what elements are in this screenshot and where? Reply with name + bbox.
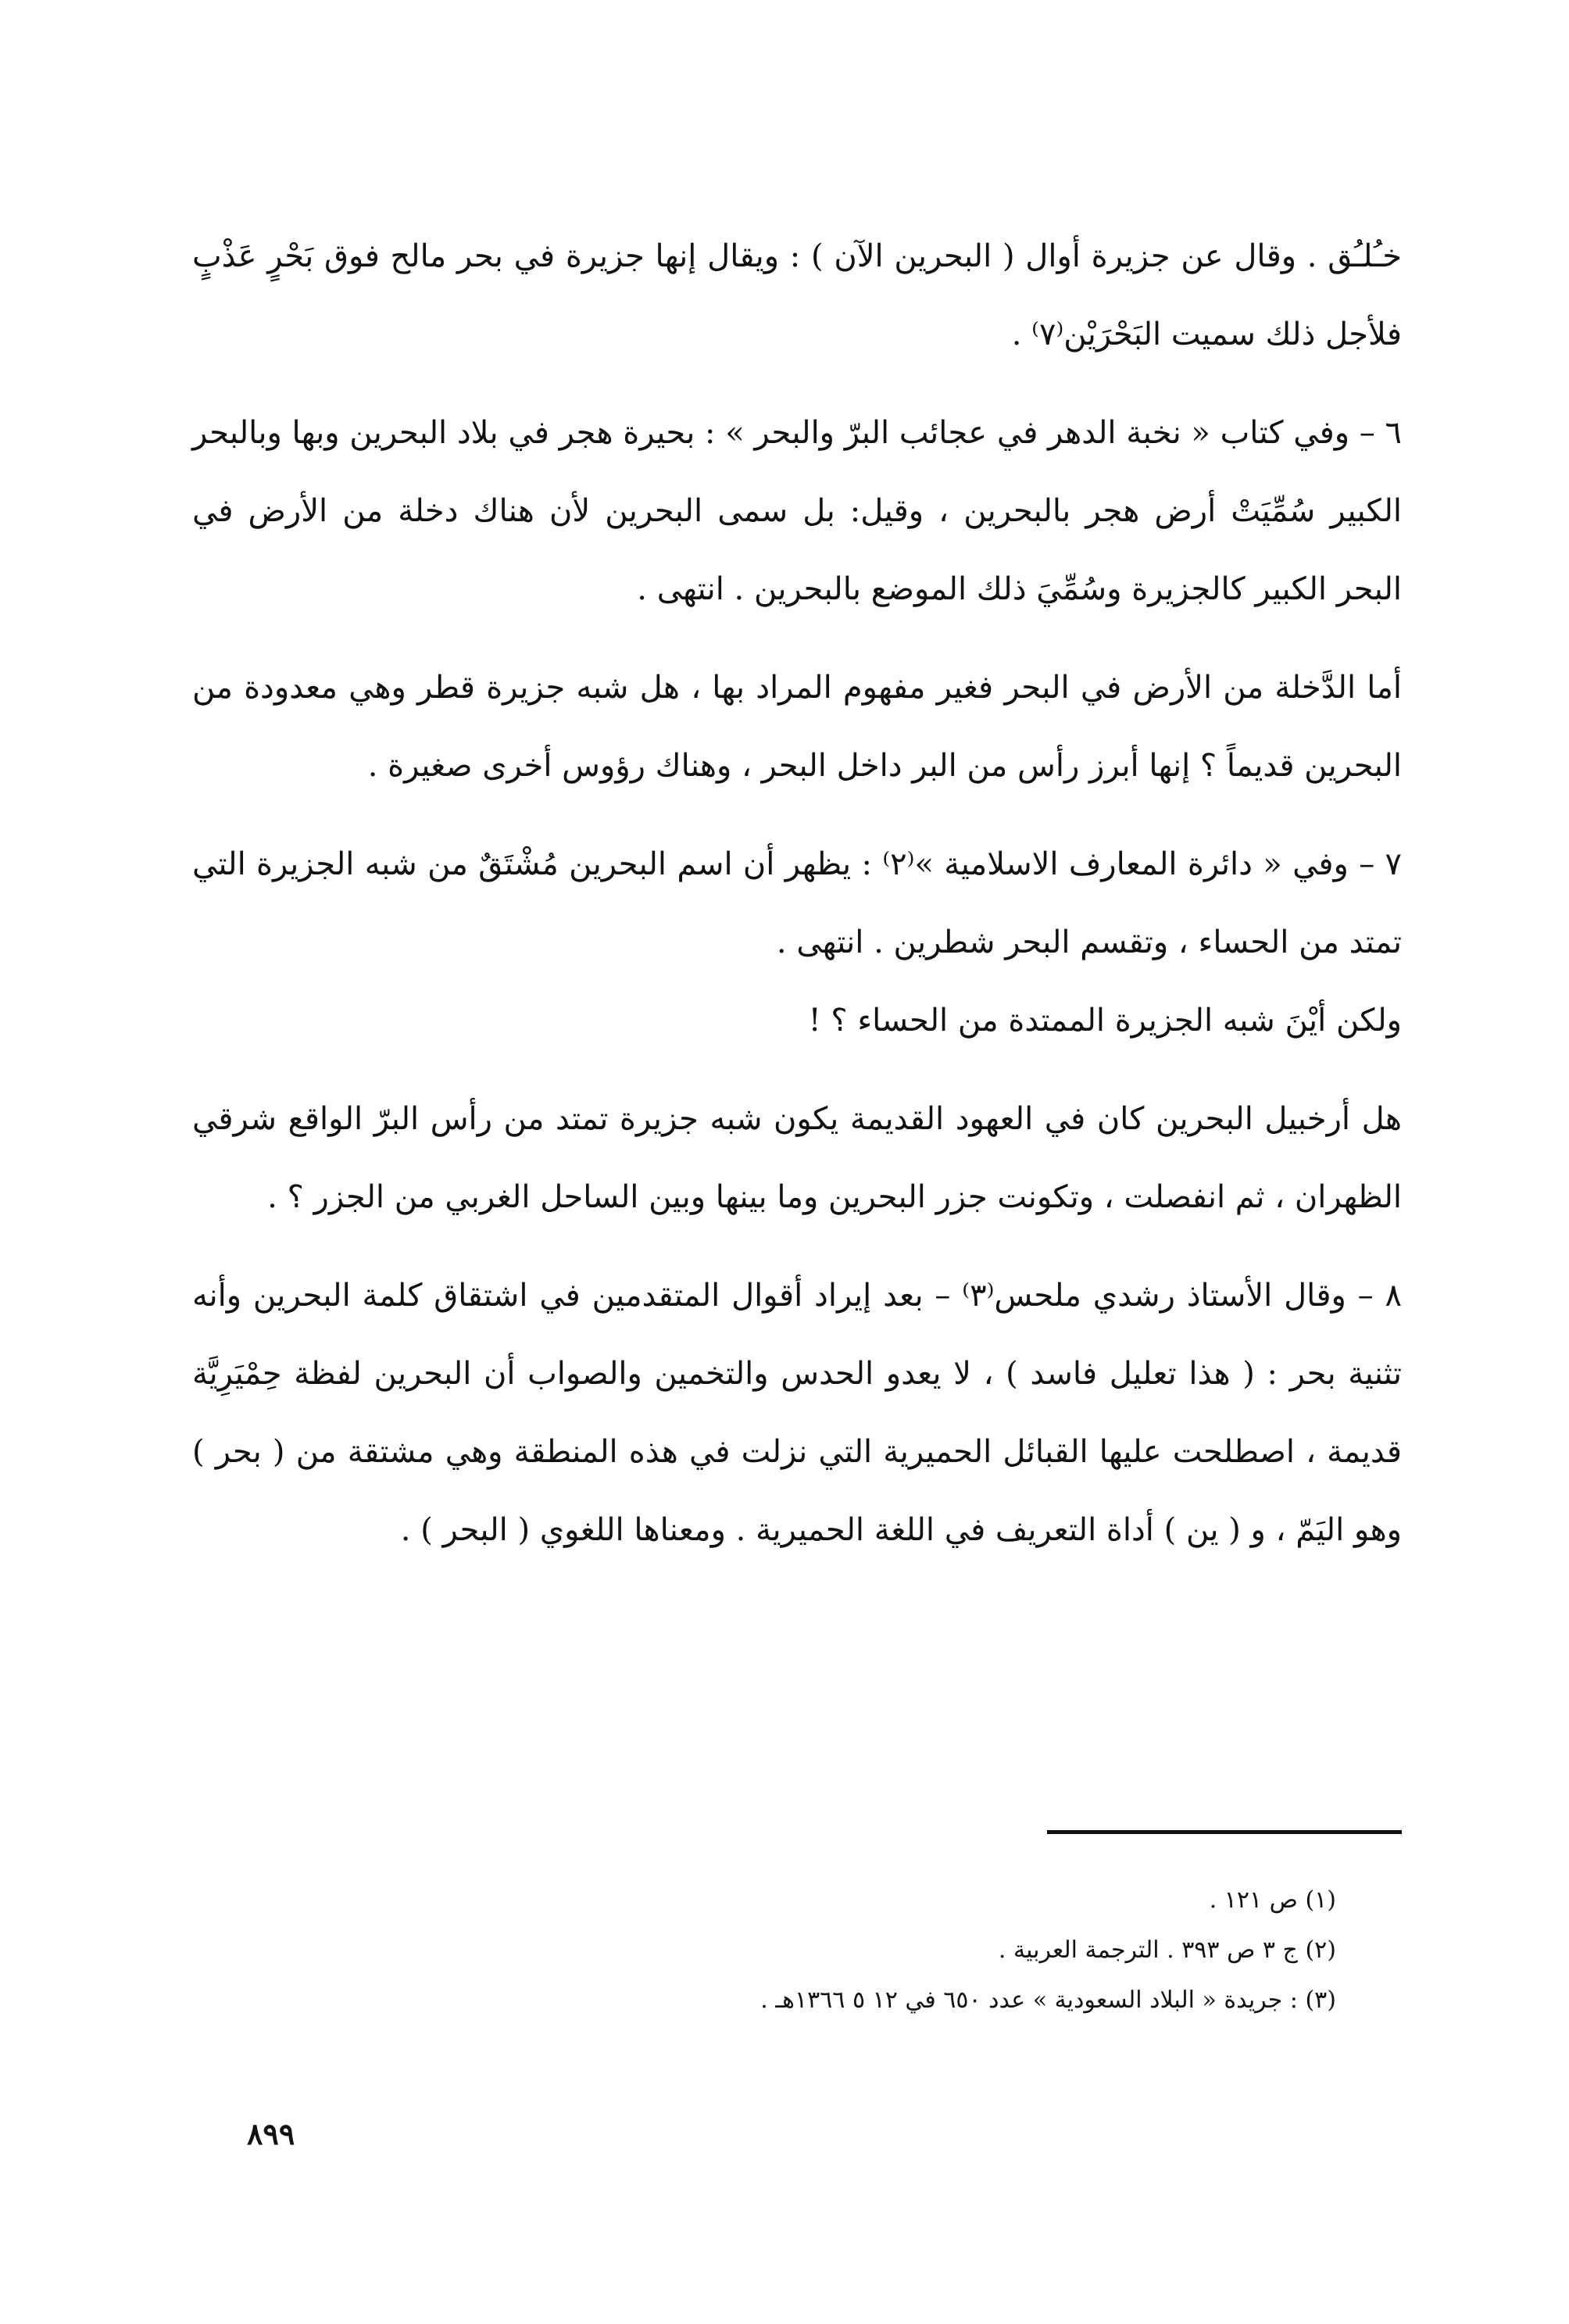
main-text [192,217,1402,1589]
footnote-1: (١) ص ١٢١ . [1209,1886,1336,1914]
paragraph-3: أما الدَّخلة من الأرض في البحر فغير مفهوم المراد بها ، هل شبه جزيرة قطر وهي معدودة من البحرين قديماً ؟ إنها أبرز رأس من البر داخل البحر ، وهناك رؤوس أخرى صغيرة . [192,670,1402,784]
paragraph-2: ٦ – وفي كتاب « نخبة الدهر في عجائب البرّ والبحر » : بحيرة هجر في بلاد البحرين وبها وبالبحر الكبير سُمِّيَتْ أرض هجر بالبحرين ، وقيل: بل سمى البحرين لأن هناك دخلة من الأرض في البحر الكبير كالجزيرة وسُمِّيَ ذلك الموضع بالبحرين . انتهى . [192,415,1402,607]
footnote-3: (٣) : جريدة « البلاد السعودية » عدد ٦٥٠ في ١٢ ٥ ١٣٦٦هـ . [760,1986,1336,2014]
paragraph-7: ٨ – وقال الأستاذ رشدي ملحس⁽٣⁾ – بعد إيراد أقوال المتقدمين في اشتقاق كلمة البحرين وأنه تثنية بحر : ( هذا تعليل فاسد ) ، لا يعدو الحدس والتخمين والصواب أن البحرين لفظة حِمْيَرِيَّة قديمة ، اصطلحت عليها القبائل الحميرية التي نزلت في هذه المنطقة وهي مشتقة من ( بحر ) وهو اليَمّ ، و ( ين ) أداة التعريف في اللغة الحميرية . ومعناها اللغوي ( البحر ) . [192,1278,1402,1548]
footnote-2: (٢) ج ٣ ص ٣٩٣ . الترجمة العربية . [998,1936,1336,1964]
paragraph-6: هل أرخبيل البحرين كان في العهود القديمة يكون شبه جزيرة تمتد من رأس البرّ الواقع شرقي الظهران ، ثم انفصلت ، وتكونت جزر البحرين وما بينها وبين الساحل الغربي من الجزر ؟ . [192,1101,1402,1215]
page-number: ٨٩٩ [247,2116,295,2151]
paragraph-1: خـُلـُق . وقال عن جزيرة أوال ( البحرين الآن ) : ويقال إنها جزيرة في بحر مالح فوق بَحْرٍ عَذْبٍ فلأجل ذلك سميت البَحْرَيْن⁽٧⁾ . [192,238,1402,352]
footnote-divider [1047,1830,1402,1834]
paragraph-4: ٧ – وفي « دائرة المعارف الاسلامية »⁽٢⁾ : يظهر أن اسم البحرين مُشْتَقٌ من شبه الجزيرة التي تمتد من الحساء ، وتقسم البحر شطرين . انتهى . [192,846,1403,960]
footnotes [469,1875,1336,2025]
paragraph-5: ولكن أيْنَ شبه الجزيرة الممتدة من الحساء ؟ ! [808,1003,1402,1039]
